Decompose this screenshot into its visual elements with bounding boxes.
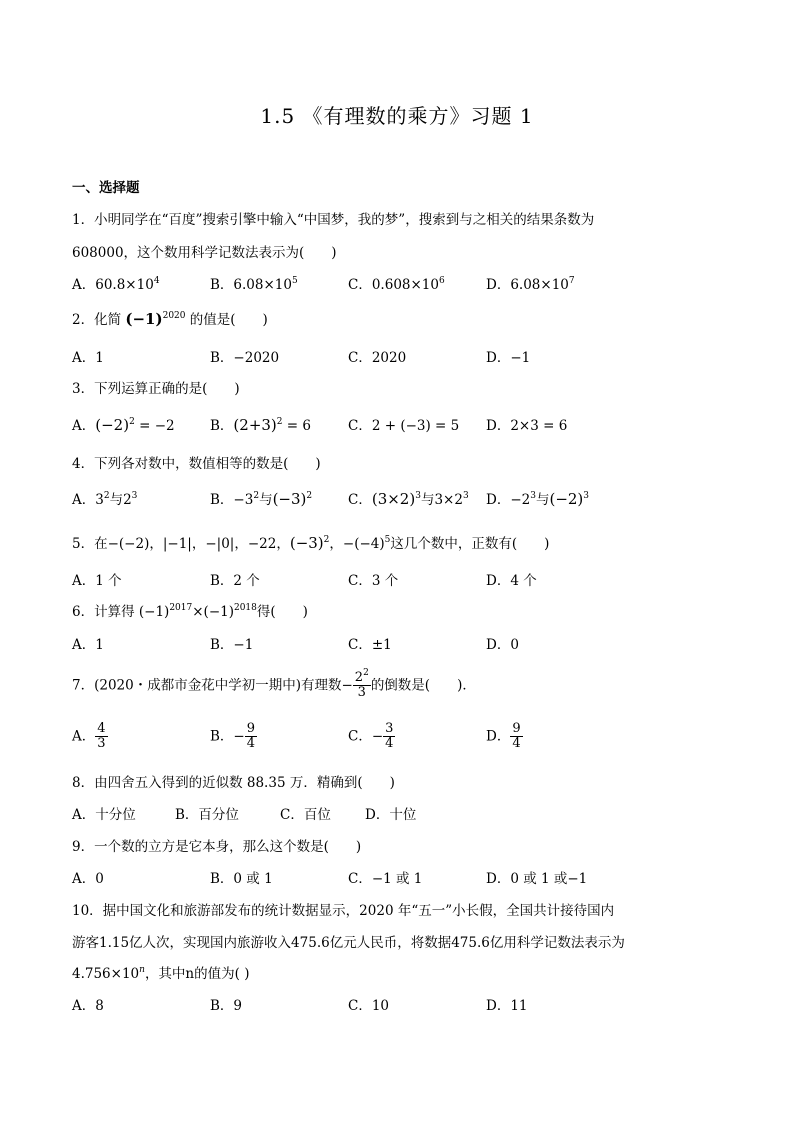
- question-6-option-c: C．±1: [348, 637, 392, 653]
- question-1-option-a: A．$60.8\times 10^4$: [72, 276, 160, 293]
- question-6-option-b: B．−1: [210, 637, 254, 653]
- question-9-option-a: A．0: [72, 871, 104, 887]
- question-8-stem: 8．由四舍五入得到的近似数 88.35 万．精确到( ): [72, 775, 395, 791]
- question-7-stem: 7．(2020・成都市金花中学初一期中)有理数− $\frac{2^2}{3}$ 的倒数是( )．: [72, 668, 476, 701]
- question-7-option-d: D． $\frac{9}{4}$: [486, 721, 521, 752]
- question-4-stem: 4．下列各对数中，数值相等的数是( ): [72, 456, 321, 472]
- question-2-option-a: A．1: [72, 350, 104, 366]
- question-9-stem: 9．一个数的立方是它本身，那么这个数是( ): [72, 839, 362, 855]
- question-9-option-b: B．0 或 1: [210, 871, 273, 887]
- question-2-stem: 2．化简 $(-1)^{2020}$ 的值是( ): [72, 310, 268, 328]
- question-8-option-b: B．百分位: [175, 807, 239, 823]
- question-4-option-a: A．$3^2$与$2^3$: [72, 491, 138, 508]
- question-1-option-d: D．$6.08\times 10^7$: [486, 276, 575, 293]
- question-5-stem: 5．在−(−2)，|−1|，−|0|，−22，$(-3)^2$，$-(-4)^5$这几个数中，正数有( ): [72, 534, 550, 552]
- question-9-option-d: D．0 或 1 或−1: [486, 871, 588, 887]
- question-1-stem-line-2: 608000，这个数用科学记数法表示为( ): [72, 245, 337, 261]
- question-5-option-d: D．4 个: [486, 573, 537, 589]
- question-6-stem: 6．计算得 $(-1)^{2017}\times(-1)^{2018}$得( ): [72, 603, 308, 620]
- question-9-option-c: C．−1 或 1: [348, 871, 423, 887]
- question-8-option-c: C．百位: [280, 807, 331, 823]
- question-5-option-a: A．1 个: [72, 573, 122, 589]
- question-1-option-c: C．$0.608\times 10^6$: [348, 276, 445, 293]
- question-8-option-d: D．十位: [365, 807, 417, 823]
- question-1-stem-line-1: 1．小明同学在“百度”搜索引擎中输入“中国梦，我的梦”，搜索到与之相关的结果条数为: [72, 212, 595, 228]
- question-2-option-c: C．2020: [348, 350, 407, 366]
- question-2-option-b: B．−2020: [210, 350, 280, 366]
- question-6-option-a: A．1: [72, 637, 104, 653]
- question-6-option-d: D．0: [486, 637, 519, 653]
- page-title: 1.5 《有理数的乘方》习题 1: [260, 104, 534, 128]
- question-3-stem: 3．下列运算正确的是( ): [72, 381, 240, 397]
- question-5-option-b: B．2 个: [210, 573, 260, 589]
- question-10-option-a: A．8: [72, 998, 104, 1014]
- question-7-option-c: C．− $\frac{3}{4}$: [348, 721, 394, 752]
- question-8-option-a: A．十分位: [72, 807, 136, 823]
- question-7-fraction: $\frac{2^2}{3}$: [354, 668, 369, 701]
- question-4-option-b: B．$-3^2$与$(-3)^2$: [210, 490, 313, 508]
- question-10-stem-line-1: 10．据中国文化和旅游部发布的统计数据显示，2020 年“五一”小长假，全国共计接待国内: [72, 903, 615, 919]
- question-10-option-d: D．11: [486, 998, 528, 1014]
- question-3-option-d: D．2×3 = 6: [486, 418, 568, 434]
- question-10-stem-line-2: 游客1.15亿人次，实现国内旅游收入475.6亿元人民币，将数据475.6亿用科学记数法表示为: [72, 935, 625, 951]
- question-3-option-b: B．$(2+3)^2 = 6$: [210, 416, 311, 434]
- section-heading: 一、选择题: [72, 180, 140, 196]
- question-4-option-d: D．$-2^3$与$(-2)^3$: [486, 490, 590, 508]
- question-10-option-c: C．10: [348, 998, 390, 1014]
- question-2-option-d: D．−1: [486, 350, 531, 366]
- question-3-option-a: A．$(-2)^2 = -2$: [72, 416, 175, 434]
- question-7-option-a: A． $\frac{4}{3}$: [72, 721, 106, 752]
- question-5-option-c: C．3 个: [348, 573, 399, 589]
- question-3-option-c: C．2 + (−3) = 5: [348, 418, 460, 434]
- question-1-option-b: B．$6.08\times 10^5$: [210, 276, 298, 293]
- question-10-option-b: B．9: [210, 998, 243, 1014]
- question-10-stem-line-3: $4.756\times 10^n$，其中n的值为( ): [72, 965, 250, 982]
- question-7-option-b: B．− $\frac{9}{4}$: [210, 721, 256, 752]
- question-4-option-c: C．$(3\times 2)^3$与$3\times 2^3$: [348, 490, 469, 508]
